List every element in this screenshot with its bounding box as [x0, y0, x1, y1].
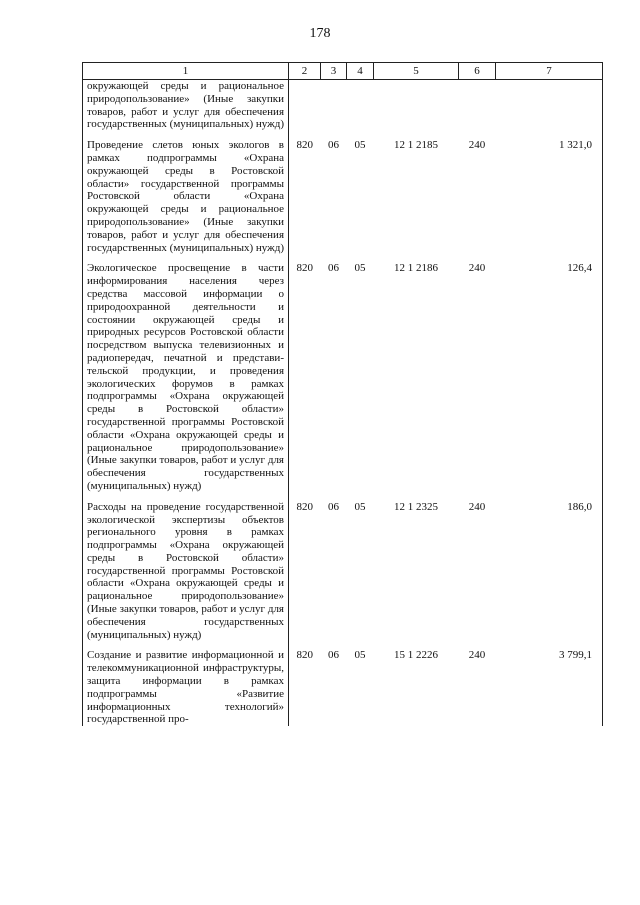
- header-col-1: 1: [83, 63, 289, 80]
- page-number: 178: [309, 26, 331, 41]
- row-amount: 186,0: [496, 493, 603, 642]
- row-code-ministry: 820: [296, 139, 313, 152]
- row-amount: 126,4: [496, 254, 603, 492]
- row-description: Расходы на проведение государственной экологической экспертизы объектов регионального уровня в рамках подпрограммы «Охрана окружающей среды в Ростовской области» государственной программы Ростовской области «Охрана окружающей среды и рациональное природопользование» (Иные закупки товаров, работ и услуг для обеспечения государственных (муниципальных) нужд): [83, 493, 289, 642]
- row-code-target: [374, 80, 459, 132]
- row-code-section: 06: [328, 500, 339, 513]
- row-description: Создание и развитие информационной и телекоммуникационной инфраструктуры, защита информации в рамках подпрограммы «Развитие информационных технологий» государственной про-: [83, 641, 289, 726]
- row-code-target: 12 1 2185: [394, 139, 438, 152]
- row-description: окружающей среды и рациональное природопользование» (Иные закупки товаров, работ и услуг для обеспечения государственных (муниципальных) нужд): [83, 80, 289, 132]
- header-row: [83, 63, 603, 80]
- row-code-section: [321, 80, 347, 132]
- row-code-ministry: 820: [296, 262, 313, 275]
- row-code-subsection: 05: [354, 139, 366, 152]
- row-code-expense-type: 240: [468, 500, 486, 513]
- row-code-ministry: 820: [296, 649, 313, 662]
- row-amount: [496, 80, 603, 132]
- row-code-expense-type: 240: [468, 262, 486, 275]
- row-code-ministry: [289, 80, 321, 132]
- table-row: [83, 80, 603, 132]
- row-code-subsection: 05: [354, 649, 366, 662]
- row-amount: 3 799,1: [496, 641, 603, 726]
- row-description: Проведение слетов юных экологов в рамках подпрограммы «Охрана окружающей среды в Ростовской области» государственной программы Ростовской области «Охрана окружающей среды и рациональное природопользование» (Иные закупки товаров, работ и услуг для обеспечения государственных (муниципальных) нужд): [83, 131, 289, 254]
- row-code-section: 06: [328, 649, 339, 662]
- header-col-5: 5: [374, 63, 459, 80]
- row-code-expense-type: 240: [468, 139, 486, 152]
- row-description: Экологическое просвещение в части информирования населения через средства массовой информации о природоохранной деятельности и состоянии окружающей среды и природных ресурсов Ростовской области посредством выпуска телевизионных и радиопередач, печатной и представительской продукции, и проведения экологических форумов в рамках подпрограммы «Охрана окружающей среды в Ростовской области» государственной программы Ростовской области «Охрана окружающей среды и рациональное природопользование» (Иные закупки товаров, работ и услуг для обеспечения государственных (муниципальных) нужд): [83, 254, 289, 492]
- table-row: [83, 131, 603, 254]
- row-code-expense-type: [459, 80, 496, 132]
- header-col-7: 7: [496, 63, 603, 80]
- row-code-section: 06: [328, 262, 339, 275]
- row-code-subsection: 05: [354, 500, 366, 513]
- row-code-section: 06: [328, 139, 339, 152]
- table-row: [83, 493, 603, 642]
- header-col-3: 3: [321, 63, 347, 80]
- row-amount: 1 321,0: [496, 131, 603, 254]
- row-code-ministry: 820: [296, 500, 313, 513]
- table-row: [83, 254, 603, 492]
- row-code-expense-type: 240: [468, 649, 486, 662]
- row-code-target: 15 1 2226: [394, 649, 438, 662]
- table-row: [83, 641, 603, 726]
- row-code-target: 12 1 2325: [394, 500, 438, 513]
- budget-table: [82, 62, 603, 726]
- header-col-4: 4: [347, 63, 374, 80]
- row-code-subsection: 05: [354, 262, 366, 275]
- row-code-subsection: [347, 80, 374, 132]
- header-col-2: 2: [289, 63, 321, 80]
- header-col-6: 6: [459, 63, 496, 80]
- row-code-target: 12 1 2186: [394, 262, 438, 275]
